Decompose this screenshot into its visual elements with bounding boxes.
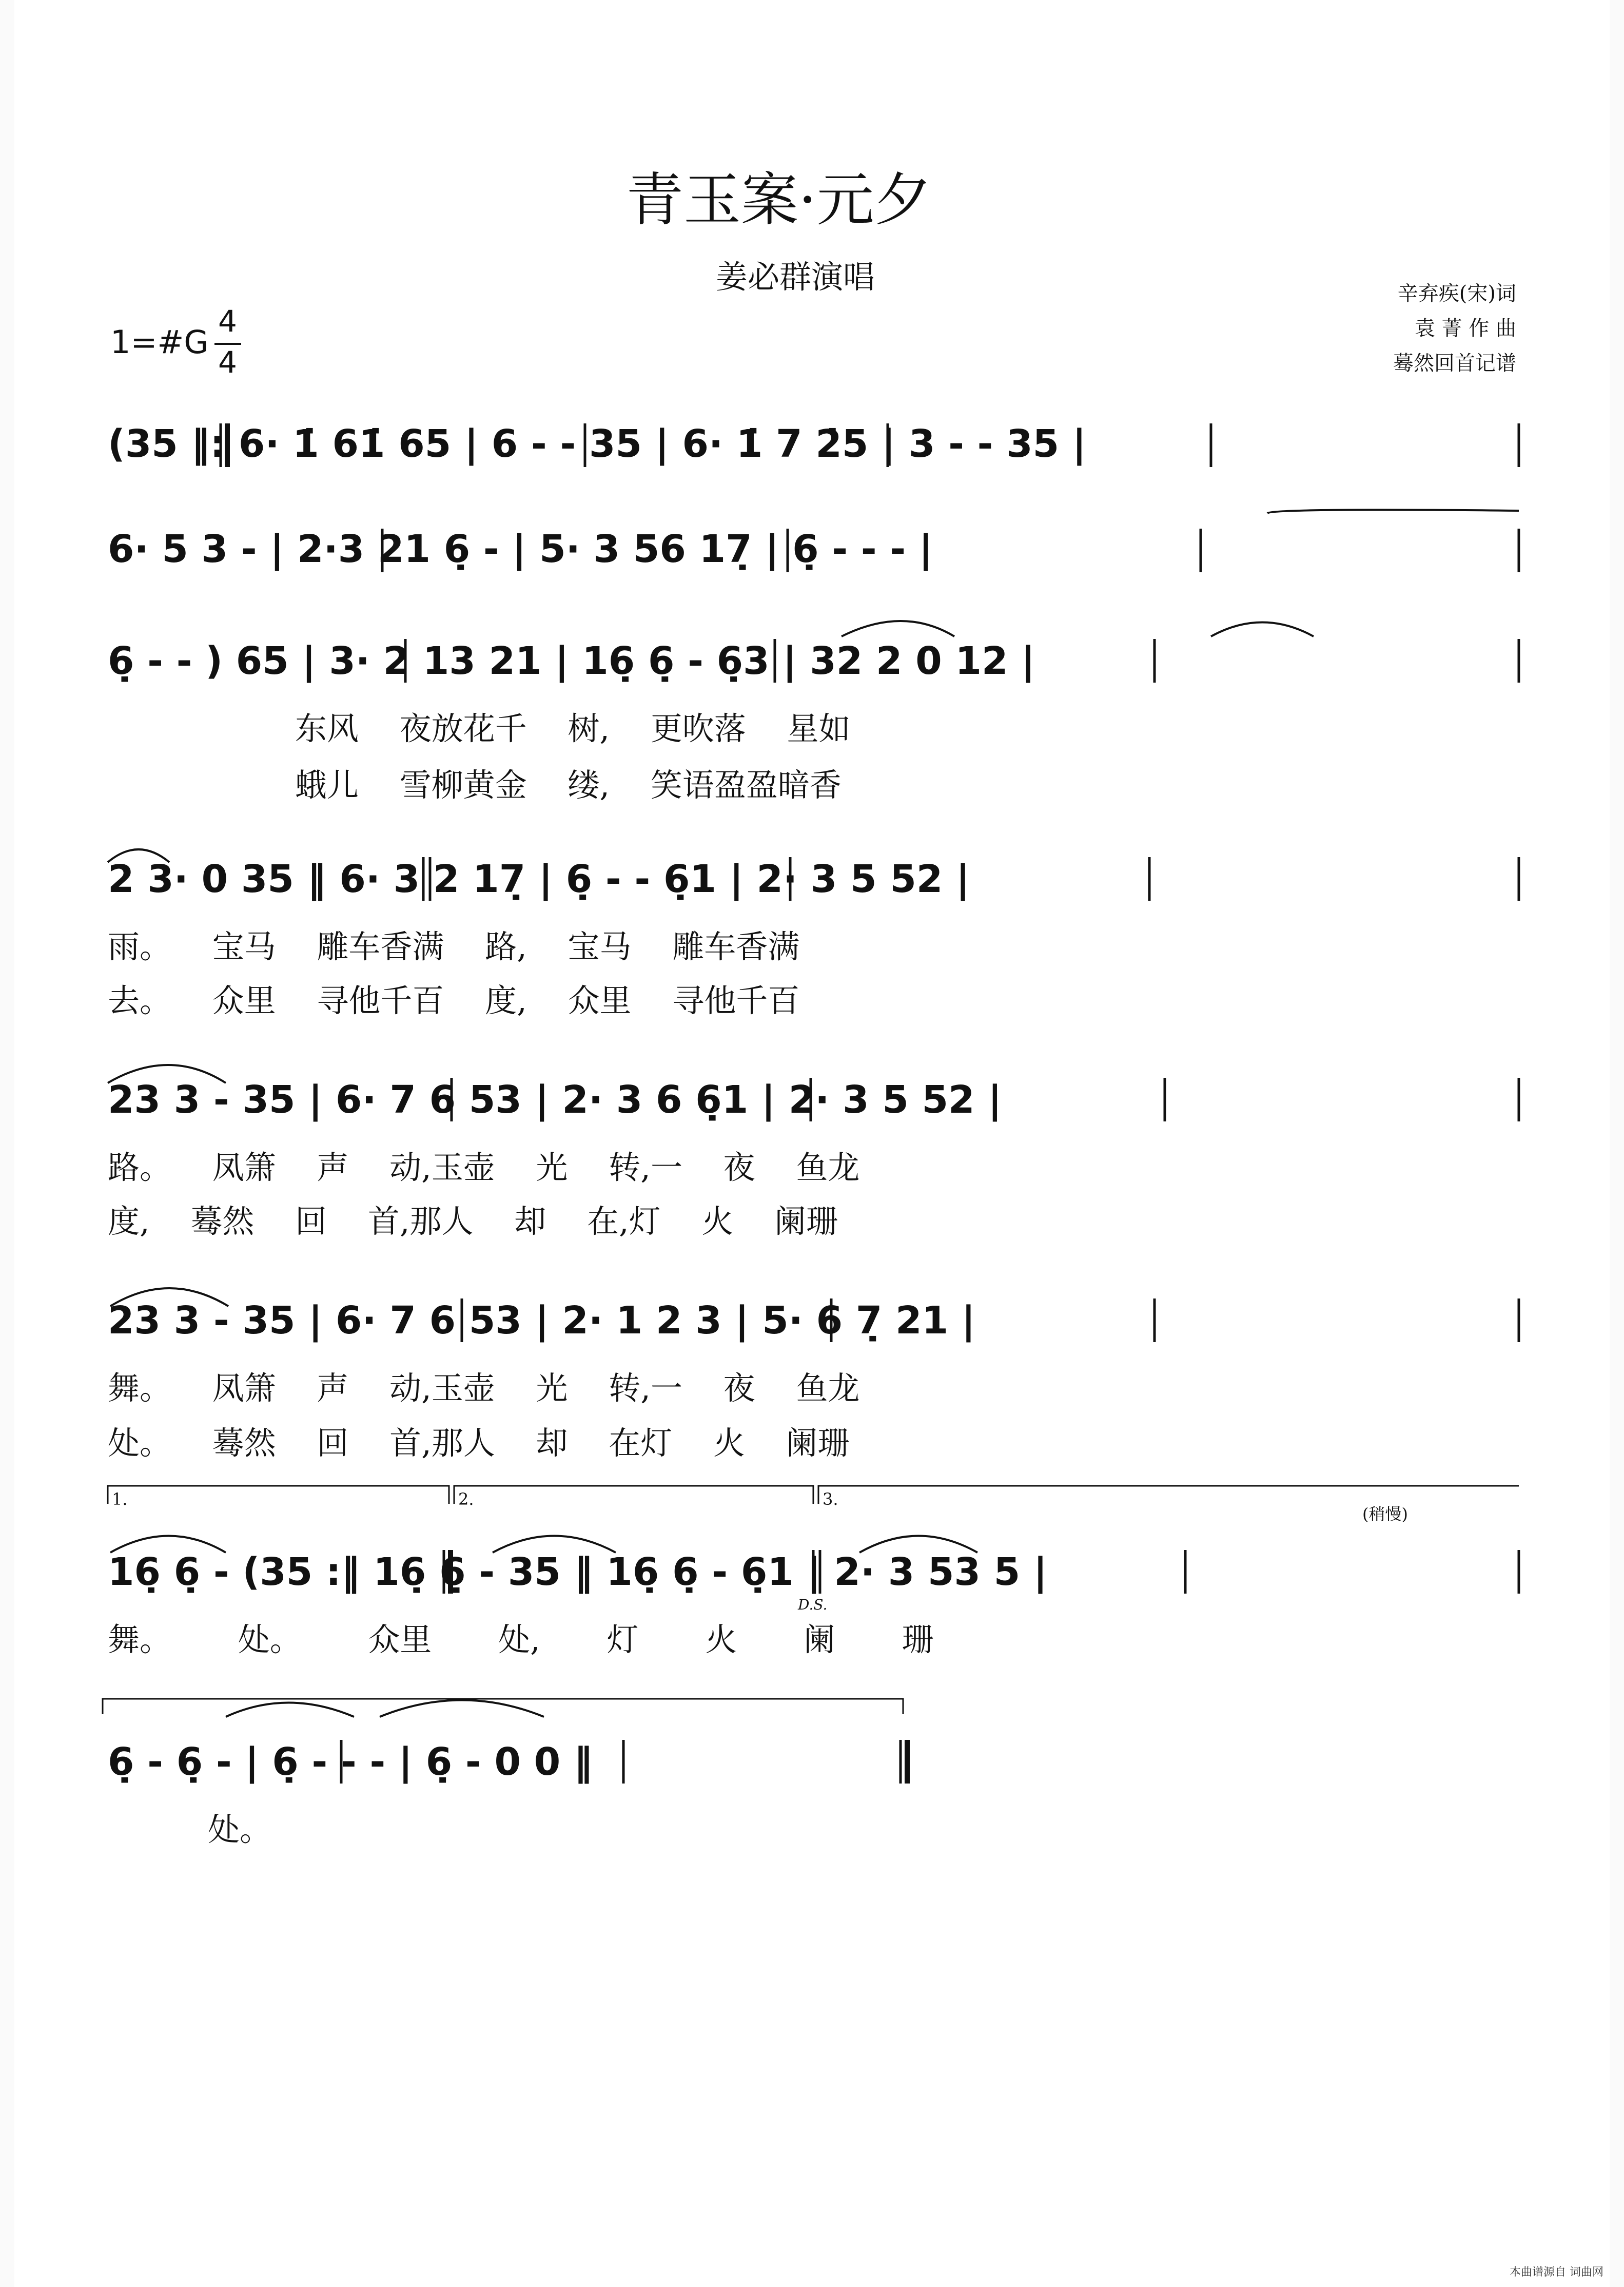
time-signature-bottom: 4 bbox=[218, 345, 237, 380]
score-line-6: 23 3 - 35 | 6· 7 6 53 | 2· 1 2 3 | 5· 6 7̣ 21 | bbox=[108, 1298, 975, 1343]
lyric-line-5a: 路。 凤箫 声 动,玉壶 光 转,一 夜 鱼龙 bbox=[108, 1149, 860, 1186]
credit-lyricist: 辛弃疾(宋)词 bbox=[1397, 282, 1516, 305]
credit-transcriber: 蓦然回首记谱 bbox=[1393, 352, 1516, 375]
key-signature: 1=#G bbox=[110, 323, 209, 361]
tempo-mark: (稍慢) bbox=[1362, 1504, 1408, 1524]
score-line-4: 2 3· 0 35 ‖ 6· 3 2 17̣ | 6̣ - - 6̣1 | 2· 3 5 52 | bbox=[108, 857, 970, 901]
performer: 姜必群演唱 bbox=[716, 258, 875, 296]
score-line-1: (35 ‖: 6· 1̇ 61̇ 65 | 6 - - 35 | 6· 1̇ 7 2̇5 | 3 - - 35 | bbox=[108, 422, 1086, 466]
score-line-8: 6̣ - 6̣ - | 6̣ - - - | 6̣ - 0 0 ‖ bbox=[108, 1740, 593, 1784]
volta-2: 2. bbox=[458, 1489, 474, 1509]
lyric-line-3b: 蛾儿 雪柳黄金 缕, 笑语盈盈暗香 bbox=[295, 766, 842, 804]
score-line-5: 23 3 - 35 | 6· 7 6 53 | 2· 3 6 6̣1 | 2· 3 5 52 | bbox=[108, 1078, 1002, 1122]
score-line-3: 6̣ - - ) 65 | 3· 2 13 21 | 16̣ 6̣ - 6̣3 | 32 2 0 12 | bbox=[108, 639, 1035, 683]
lyric-line-6a: 舞。 凤箫 声 动,玉壶 光 转,一 夜 鱼龙 bbox=[108, 1369, 860, 1407]
score-line-7: 16̣ 6̣ - (35 :‖ 16̣ 6̣ - 35 ‖ 16̣ 6̣ - 6̣1 | 2· 3 53 5 | bbox=[108, 1550, 1047, 1594]
lyric-line-5b: 度, 蓦然 回 首,那人 却 在,灯 火 阑珊 bbox=[108, 1203, 838, 1240]
lyric-line-7a: 舞。 处。 众里 处, 灯 火 阑 珊 bbox=[108, 1621, 934, 1658]
credit-composer: 袁 菁 作 曲 bbox=[1414, 317, 1516, 340]
volta-3: 3. bbox=[823, 1489, 838, 1509]
score-line-2: 6· 5 3 - | 2·3 21 6̣ - | 5· 3 56 17̣ | 6̣ - - - | bbox=[108, 527, 933, 571]
lyric-line-4a: 雨。 宝马 雕车香满 路, 宝马 雕车香满 bbox=[108, 928, 800, 965]
lyric-line-3a: 东风 夜放花千 树, 更吹落 星如 bbox=[295, 710, 851, 747]
lyric-line-4b: 去。 众里 寻他千百 度, 众里 寻他千百 bbox=[108, 982, 800, 1019]
volta-1: 1. bbox=[112, 1489, 128, 1509]
lyric-line-8a: 处。 bbox=[208, 1811, 272, 1848]
page-title: 青玉案·元夕 bbox=[626, 167, 932, 234]
lyric-line-6b: 处。 蓦然 回 首,那人 却 在灯 火 阑珊 bbox=[108, 1424, 850, 1462]
ds-mark: D.S. bbox=[798, 1596, 828, 1613]
time-signature-top: 4 bbox=[218, 304, 237, 339]
footer-source: 本曲谱源自 词曲网 bbox=[1510, 2266, 1603, 2279]
